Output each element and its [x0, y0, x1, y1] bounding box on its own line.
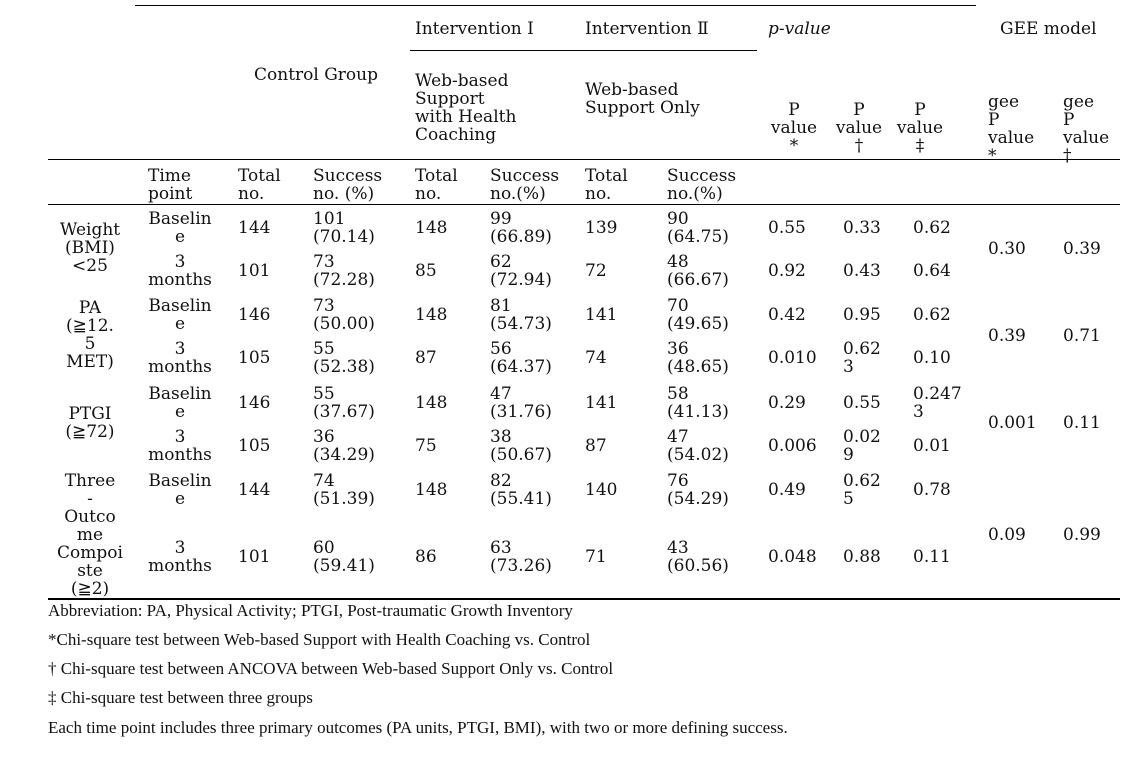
p-value-double-dagger-header: value: [896, 118, 944, 138]
control-success: 60: [313, 538, 335, 558]
p-value-dagger: 9: [843, 445, 854, 465]
intervention-1-success: (64.37): [490, 357, 552, 377]
control-total: 146: [238, 393, 271, 413]
p-value-dagger-header: †: [854, 136, 864, 156]
intervention-1-success-header: no.(%): [490, 184, 546, 204]
control-success: 73: [313, 252, 335, 272]
outcome-label: (≧12.: [66, 316, 114, 336]
intervention-1-total: 85: [415, 261, 437, 281]
p-value-star: 0.55: [768, 218, 806, 238]
outcome-label: Outco: [64, 507, 116, 527]
p-value-dagger: 0.88: [843, 547, 881, 567]
control-success: (51.39): [313, 489, 375, 509]
p-value-double-dagger-header: P: [914, 100, 926, 120]
control-success-header: no. (%): [313, 184, 375, 204]
intervention-2-total: 139: [585, 218, 618, 238]
intervention-2-success: 70: [667, 296, 689, 316]
header-intervention-1: Intervention Ⅰ: [415, 19, 534, 39]
control-success: (59.41): [313, 556, 375, 576]
intervention-2-success: (54.29): [667, 489, 729, 509]
gee-p-value-star: 0.09: [988, 525, 1026, 545]
time-point: months: [148, 357, 212, 377]
intervention-2-total: 141: [585, 393, 618, 413]
gee-p-value-dagger-header: value: [1063, 128, 1110, 148]
control-total-header: Total: [238, 166, 281, 186]
intervention-2-success: (60.56): [667, 556, 729, 576]
intervention-1-total: 148: [415, 218, 448, 238]
control-success: (72.28): [313, 270, 375, 290]
intervention-1-total-header: no.: [415, 184, 442, 204]
intervention-1-success: (55.41): [490, 489, 552, 509]
intervention-1-total: 148: [415, 480, 448, 500]
time-point: Baselin: [148, 296, 212, 316]
control-total: 105: [238, 436, 271, 456]
control-success: (70.14): [313, 227, 375, 247]
intervention-1-success: 82: [490, 471, 512, 491]
control-total: 101: [238, 547, 271, 567]
header-p-value: p-value: [768, 19, 831, 39]
p-value-star-header: *: [789, 136, 799, 156]
intervention-2-total: 74: [585, 348, 607, 368]
intervention-1-total: 87: [415, 348, 437, 368]
header-control-group: Control Group: [254, 65, 378, 85]
intervention-1-success: 81: [490, 296, 512, 316]
intervention-1-success: (54.73): [490, 314, 552, 334]
intervention-1-description: with Health: [415, 107, 517, 127]
intervention-2-total: 72: [585, 261, 607, 281]
gee-p-value-star-header: P: [988, 110, 1000, 130]
p-value-star-header: P: [788, 100, 800, 120]
p-value-dagger: 5: [843, 489, 854, 509]
intervention-2-description: Web-based: [585, 80, 679, 100]
p-value-star: 0.048: [768, 547, 817, 567]
intervention-2-success-header: no.(%): [667, 184, 723, 204]
outcome-label: -: [87, 489, 93, 509]
control-success: (52.38): [313, 357, 375, 377]
p-value-dagger: 0.62: [843, 339, 881, 359]
p-value-double-dagger: 0.10: [913, 348, 951, 368]
intervention-2-success: (66.67): [667, 270, 729, 290]
outcome-label: me: [76, 525, 104, 545]
intervention-2-success: 90: [667, 209, 689, 229]
intervention-1-success: (50.67): [490, 445, 552, 465]
header-gee-model: GEE model: [1000, 19, 1097, 39]
intervention-1-description: Support: [415, 89, 485, 109]
gee-p-value-dagger: 0.99: [1063, 525, 1101, 545]
intervention-2-success-header: Success: [667, 166, 737, 186]
time-point: 3: [174, 538, 186, 558]
gee-p-value-star-header: *: [988, 146, 997, 166]
intervention-2-success: 76: [667, 471, 689, 491]
control-success-header: Success: [313, 166, 383, 186]
time-point-header: point: [148, 184, 193, 204]
intervention-1-success: (72.94): [490, 270, 552, 290]
control-success: 73: [313, 296, 335, 316]
gee-p-value-star-header: value: [988, 128, 1035, 148]
footnote-abbreviation: Abbreviation: PA, Physical Activity; PTGI, Post-traumatic Growth Inventory: [48, 601, 573, 620]
intervention-1-success-header: Success: [490, 166, 560, 186]
time-point: months: [148, 556, 212, 576]
intervention-2-success: 58: [667, 384, 689, 404]
p-value-star: 0.42: [768, 305, 806, 325]
footnote-double-dagger: ‡ Chi-square test between three groups: [48, 688, 313, 707]
intervention-1-success: 38: [490, 427, 512, 447]
time-point: Baselin: [148, 209, 212, 229]
p-value-dagger-header: P: [853, 100, 865, 120]
gee-p-value-dagger-header: †: [1063, 146, 1072, 166]
time-point: e: [174, 489, 186, 509]
time-point: months: [148, 445, 212, 465]
p-value-double-dagger: 0.11: [913, 547, 951, 567]
p-value-double-dagger: 0.78: [913, 480, 951, 500]
time-point: e: [174, 314, 186, 334]
outcome-label: ste: [77, 561, 103, 581]
p-value-double-dagger: 0.01: [913, 436, 951, 456]
time-point: 3: [174, 427, 186, 447]
p-value-double-dagger: 0.62: [913, 305, 951, 325]
p-value-star: 0.92: [768, 261, 806, 281]
intervention-1-success: 99: [490, 209, 512, 229]
intervention-2-success: (41.13): [667, 402, 729, 422]
gee-p-value-dagger: 0.39: [1063, 239, 1101, 259]
p-value-dagger: 0.43: [843, 261, 881, 281]
footnote-dagger: † Chi-square test between ANCOVA between Web-based Support Only vs. Control: [48, 659, 614, 678]
p-value-dagger: 3: [843, 357, 854, 377]
intervention-2-total: 87: [585, 436, 607, 456]
time-point: e: [174, 402, 186, 422]
outcome-label: (BMI): [65, 238, 115, 258]
control-success: (37.67): [313, 402, 375, 422]
intervention-1-total-header: Total: [415, 166, 458, 186]
p-value-dagger: 0.55: [843, 393, 881, 413]
p-value-double-dagger: 3: [913, 402, 924, 422]
header-intervention-2: Intervention Ⅱ: [585, 19, 709, 39]
intervention-1-success: (73.26): [490, 556, 552, 576]
intervention-1-success: 56: [490, 339, 512, 359]
p-value-double-dagger: 0.64: [913, 261, 951, 281]
footnote-composite-definition: Each time point includes three primary outcomes (PA units, PTGI, BMI), with two or more defining success.: [48, 718, 788, 737]
p-value-dagger-header: value: [835, 118, 883, 138]
p-value-dagger: 0.33: [843, 218, 881, 238]
outcome-label: (≧72): [65, 422, 115, 442]
gee-p-value-star: 0.001: [988, 413, 1037, 433]
outcome-label: 5: [84, 334, 96, 354]
p-value-dagger: 0.95: [843, 305, 881, 325]
p-value-star: 0.29: [768, 393, 806, 413]
intervention-2-success: (64.75): [667, 227, 729, 247]
control-total: 144: [238, 218, 271, 238]
control-total: 146: [238, 305, 271, 325]
intervention-2-success: 48: [667, 252, 689, 272]
gee-p-value-dagger: 0.11: [1063, 413, 1101, 433]
intervention-2-success: 43: [667, 538, 689, 558]
intervention-1-description: Web-based: [415, 71, 509, 91]
intervention-2-total: 141: [585, 305, 618, 325]
table-bottom-rule: [48, 598, 1120, 600]
outcome-label: Weight: [59, 220, 121, 240]
p-value-dagger: 0.62: [843, 471, 881, 491]
intervention-2-success: 36: [667, 339, 689, 359]
intervention-1-success: (31.76): [490, 402, 552, 422]
intervention-1-total: 86: [415, 547, 437, 567]
outcome-label: <25: [72, 256, 108, 276]
time-point: e: [174, 227, 186, 247]
p-value-star: 0.006: [768, 436, 817, 456]
gee-p-value-dagger-header: P: [1063, 110, 1075, 130]
control-success: 101: [313, 209, 346, 229]
intervention-1-success: 47: [490, 384, 512, 404]
gee-p-value-star-header: gee: [988, 92, 1020, 112]
outcome-label: PTGI: [68, 404, 112, 424]
intervention-2-success: (48.65): [667, 357, 729, 377]
intervention-2-total: 140: [585, 480, 618, 500]
p-value-star-header: value: [770, 118, 818, 138]
intervention-2-success: (54.02): [667, 445, 729, 465]
control-success: 74: [313, 471, 335, 491]
footnote-star: *Chi-square test between Web-based Support with Health Coaching vs. Control: [48, 630, 591, 649]
gee-p-value-star: 0.39: [988, 326, 1026, 346]
control-success: 55: [313, 339, 335, 359]
intervention-2-success: (49.65): [667, 314, 729, 334]
outcome-label: MET): [66, 352, 114, 372]
time-point-header: Time: [148, 166, 191, 186]
body-top-rule: [48, 204, 1120, 205]
outcome-label: Three: [64, 471, 116, 491]
gee-p-value-dagger-header: gee: [1063, 92, 1095, 112]
intervention-2-description: Support Only: [585, 98, 700, 118]
intervention-2-total-header: Total: [585, 166, 628, 186]
time-point: Baselin: [148, 471, 212, 491]
control-success: 55: [313, 384, 335, 404]
intervention-rule: [410, 50, 757, 51]
time-point: 3: [174, 339, 186, 359]
outcome-label: PA: [78, 298, 102, 318]
intervention-2-total-header: no.: [585, 184, 612, 204]
intervention-1-total: 148: [415, 305, 448, 325]
control-success: (50.00): [313, 314, 375, 334]
control-total: 101: [238, 261, 271, 281]
time-point: months: [148, 270, 212, 290]
intervention-2-success: 47: [667, 427, 689, 447]
control-total-header: no.: [238, 184, 265, 204]
time-point: Baselin: [148, 384, 212, 404]
outcome-label: Compoi: [57, 543, 123, 563]
control-success: 36: [313, 427, 335, 447]
p-value-double-dagger-header: ‡: [915, 136, 925, 156]
intervention-2-total: 71: [585, 547, 607, 567]
p-value-double-dagger: 0.62: [913, 218, 951, 238]
top-rule: [135, 5, 976, 6]
control-total: 105: [238, 348, 271, 368]
control-success: (34.29): [313, 445, 375, 465]
intervention-1-description: Coaching: [415, 125, 497, 145]
intervention-1-total: 148: [415, 393, 448, 413]
intervention-1-success: 63: [490, 538, 512, 558]
column-header-rule: [48, 159, 1120, 160]
control-total: 144: [238, 480, 271, 500]
gee-p-value-star: 0.30: [988, 239, 1026, 259]
gee-p-value-dagger: 0.71: [1063, 326, 1101, 346]
time-point: 3: [174, 252, 186, 272]
outcome-label: (≧2): [70, 579, 110, 599]
p-value-star: 0.49: [768, 480, 806, 500]
p-value-double-dagger: 0.247: [913, 384, 962, 404]
p-value-dagger: 0.02: [843, 427, 881, 447]
p-value-star: 0.010: [768, 348, 817, 368]
intervention-1-success: (66.89): [490, 227, 552, 247]
intervention-1-total: 75: [415, 436, 437, 456]
intervention-1-success: 62: [490, 252, 512, 272]
